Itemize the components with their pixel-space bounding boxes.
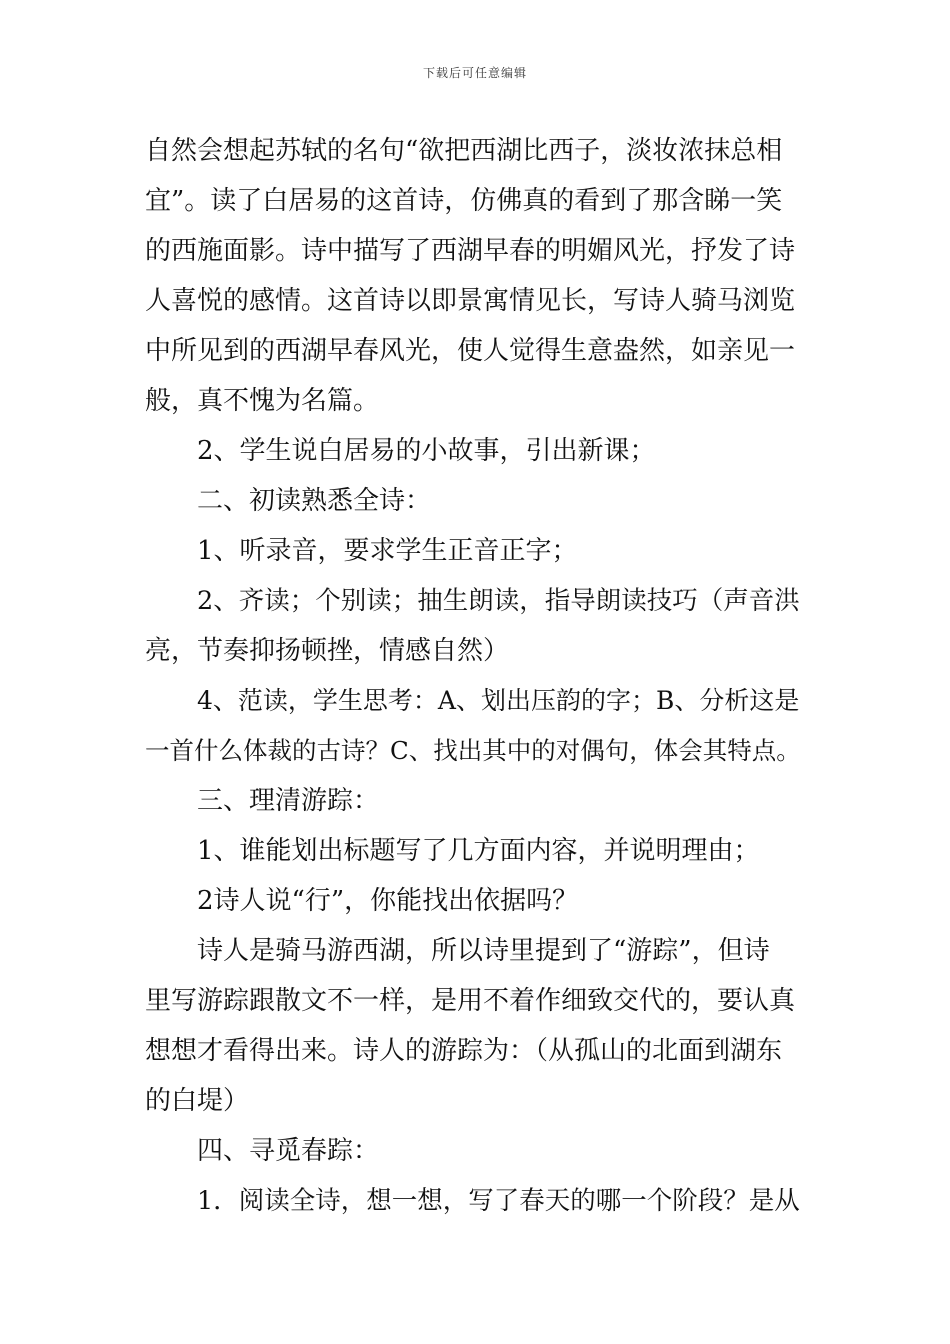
document-body xyxy=(145,126,809,1226)
text-line: 亮，节奏抑扬顿挫，情感自然） xyxy=(145,636,510,666)
text-line: 诗人是骑马游西湖，所以诗里提到了“游踪”，但诗 xyxy=(197,936,770,966)
text-line: 一首什么体裁的古诗？C、找出其中的对偶句，体会其特点。 xyxy=(145,736,801,765)
section-heading: 二、初读熟悉全诗： xyxy=(197,486,432,516)
text-line: 的白堤） xyxy=(145,1086,250,1116)
text-line: 1．阅读全诗，想一想，写了春天的哪一个阶段？是从 xyxy=(197,1186,800,1216)
text-line: 2、学生说白居易的小故事，引出新课； xyxy=(197,436,656,466)
text-line: 4、范读，学生思考：A、划出压韵的字；B、分析这是 xyxy=(197,686,800,715)
text-line: 人喜悦的感情。这首诗以即景寓情见长，写诗人骑马浏览 xyxy=(145,286,796,316)
text-line: 自然会想起苏轼的名句“欲把西湖比西子，淡妆浓抹总相 xyxy=(145,136,783,166)
text-line: 2诗人说“行”，你能找出依据吗？ xyxy=(197,886,579,916)
text-line: 2、齐读；个别读；抽生朗读，指导朗读技巧（声音洪 xyxy=(197,586,800,616)
text-line: 里写游踪跟散文不一样，是用不着作细致交代的，要认真 xyxy=(145,986,796,1016)
text-line: 1、听录音，要求学生正音正字； xyxy=(197,536,578,566)
page-header: 下载后可任意编辑 xyxy=(422,66,527,80)
section-heading: 四、寻觅春踪： xyxy=(197,1136,380,1166)
section-heading: 三、理清游踪： xyxy=(197,786,380,816)
text-line: 宜”。读了白居易的这首诗，仿佛真的看到了那含睇一笑 xyxy=(145,186,783,216)
text-line: 中所见到的西湖早春风光，使人觉得生意盎然，如亲见一 xyxy=(145,336,796,366)
text-line: 1、谁能划出标题写了几方面内容，并说明理由； xyxy=(197,836,760,866)
text-line: 想想才看得出来。诗人的游踪为：（从孤山的北面到湖东 xyxy=(145,1036,783,1066)
text-line: 的西施面影。诗中描写了西湖早春的明媚风光，抒发了诗 xyxy=(145,236,796,266)
text-line: 般，真不愧为名篇。 xyxy=(145,386,380,416)
